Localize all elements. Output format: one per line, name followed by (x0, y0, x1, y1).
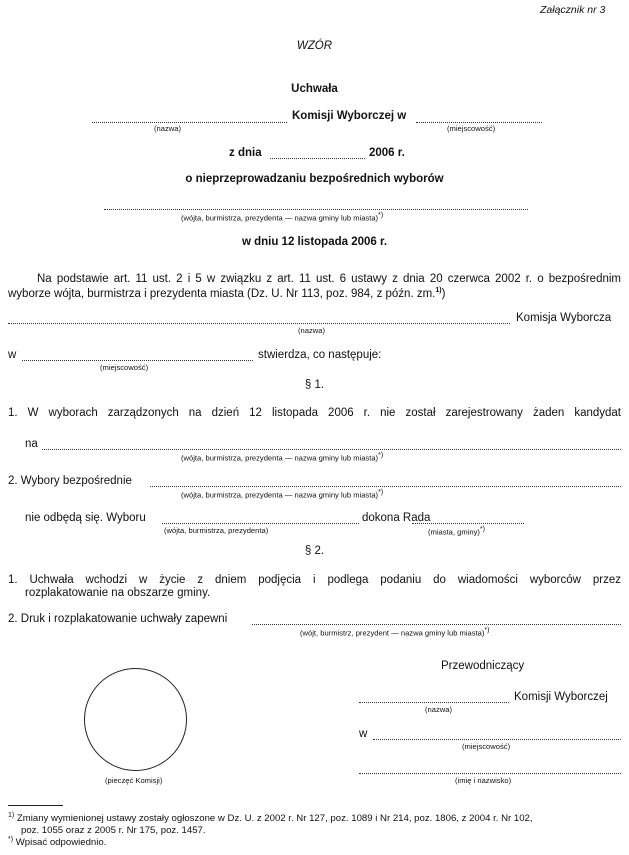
section2-office-field[interactable] (252, 624, 621, 625)
will-make-text: dokona Rada (362, 512, 431, 524)
section1-item1: 1. W wyborach zarządzonych na dzień 12 listopada 2006 r. nie został zarejestrowany żaden kandydat (8, 407, 621, 419)
section1-na: na (25, 438, 38, 450)
footnote-rule (8, 805, 63, 806)
label-office-4: (wójt, burmistrz, prezydent — nazwa gminy lub miasta)*) (300, 627, 490, 638)
commission-name-field[interactable] (92, 122, 287, 123)
section1-office-field-2[interactable] (150, 486, 621, 487)
label-office-2: (wójta, burmistrza, prezydenta — nazwa gminy lub miasta)*) (181, 452, 384, 463)
model-label: WZÓR (296, 40, 333, 52)
section1-item2: 2. Wybory bezpośrednie (8, 475, 132, 487)
label-office: (wójta, burmistrza, prezydenta — nazwa gminy lub miasta)*) (181, 212, 384, 223)
resolution-subject: o nieprzeprowadzaniu bezpośrednich wyborów (185, 173, 444, 185)
footnote-2: *) Wpisać odpowiednio. (8, 836, 107, 849)
date-field[interactable] (270, 158, 365, 159)
commission-label: Komisji Wyborczej w (292, 110, 407, 122)
label-office-short: (wójta, burmistrza, prezydenta) (164, 526, 269, 535)
commission-end: Komisja Wyborcza (516, 312, 612, 324)
label-city: (miasta, gminy)*) (428, 526, 485, 537)
seal-circle (84, 668, 187, 771)
office-name-field[interactable] (104, 209, 528, 210)
label-place: (miejscowość) (447, 124, 496, 133)
election-day: w dniu 12 listopada 2006 r. (241, 236, 388, 248)
sign-label-name: (nazwa) (425, 705, 453, 714)
preamble-place-field[interactable] (22, 360, 253, 361)
section2-item2: 2. Druk i rozplakatowanie uchwały zapewni (8, 613, 228, 625)
attachment-label: Załącznik nr 3 (540, 4, 606, 16)
section2-heading: § 2. (304, 545, 325, 557)
section2-item1-line2: rozplakatowanie na obszarze gminy. (25, 587, 211, 599)
commission-place-field[interactable] (416, 122, 542, 123)
council-field[interactable] (412, 523, 524, 524)
states-text: stwierdza, co następuje: (258, 349, 382, 361)
date-prefix: z dnia (229, 147, 262, 159)
seal-label: (pieczęć Komisji) (105, 776, 163, 785)
sign-commission: Komisji Wyborczej (514, 691, 608, 703)
section1-heading: § 1. (304, 379, 325, 391)
section1-office-field[interactable] (42, 449, 621, 450)
label-place-2: (miejscowość) (100, 363, 149, 372)
office-type-field[interactable] (162, 523, 359, 524)
preamble-commission-field[interactable] (8, 323, 510, 324)
preamble-line1: Na podstawie art. 11 ust. 2 i 5 w związku z art. 11 ust. 6 ustawy z dnia 20 czerwca 2002 r. o bezpośrednim (37, 273, 621, 285)
footnote-1: $^{1)}$ Zmiany wymienionej ustawy zostały ogłoszone w Dz. U. z 2002 r. Nr 127, poz. 1089 i Nr 214, poz. 1806, z 2004 r. Nr 102, poz. 1055 oraz z 2005 r. Nr 175, poz. 1457. (8, 812, 533, 837)
sign-place-field[interactable] (373, 739, 621, 740)
preamble-line2: wyborze wójta, burmistrza i prezydenta miasta (Dz. U. Nr 113, poz. 984, z późn. zm.$^{1)}$) (8, 287, 446, 300)
date-year: 2006 r. (369, 147, 405, 159)
sign-commission-field[interactable] (359, 702, 509, 703)
label-name-2: (nazwa) (298, 326, 326, 335)
label-name: (nazwa) (154, 124, 182, 133)
resolution-title: Uchwała (291, 83, 338, 95)
sign-person-field[interactable] (359, 773, 621, 774)
preamble-w: w (8, 349, 17, 361)
sign-w: w (359, 728, 368, 740)
sign-label-person: (imię i nazwisko) (455, 776, 512, 785)
section2-item1-line1: 1. Uchwała wchodzi w życie z dniem podjęcia i podlega podaniu do wiadomości wyborców przez (8, 574, 621, 586)
not-held-text: nie odbędą się. Wyboru (25, 512, 146, 524)
sign-label-place: (miejscowość) (462, 742, 511, 751)
chair-label: Przewodniczący (441, 660, 525, 672)
label-office-3: (wójta, burmistrza, prezydenta — nazwa gminy lub miasta)*) (181, 489, 384, 500)
